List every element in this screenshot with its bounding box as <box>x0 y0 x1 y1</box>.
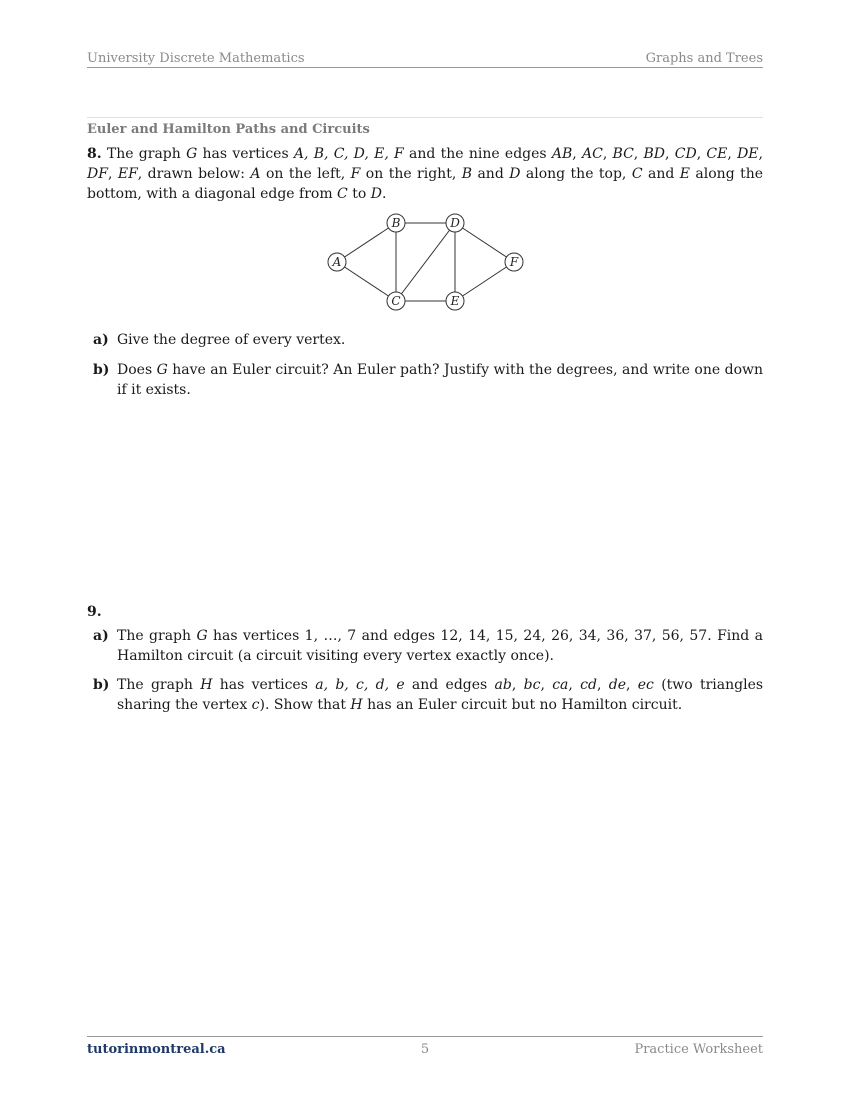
header-rule <box>87 67 763 68</box>
question-8-part-b <box>87 360 763 400</box>
part-text: Give the degree of every vertex. <box>117 332 346 348</box>
edge-DF <box>455 223 514 262</box>
vertex-label-C: C <box>391 294 401 308</box>
part-text: The graph G has vertices 1, …, 7 and edges 12, 14, 15, 24, 26, 34, 36, 37, 56, 57. Find a Hamilton circuit (a circuit visiting every vertex exactly once). <box>117 628 763 664</box>
section-rule <box>87 117 763 118</box>
part-label: a) <box>93 332 109 348</box>
footer-page-number: 5 <box>420 1042 430 1057</box>
header-course-title: University Discrete Mathematics <box>87 51 305 66</box>
graph-g-figure <box>320 208 530 318</box>
vertex-label-E: E <box>450 294 460 308</box>
part-text: Does G have an Euler circuit? An Euler path? Justify with the degrees, and write one down if it exists. <box>117 362 763 398</box>
part-text: The graph H has vertices a, b, c, d, e and edges ab, bc, ca, cd, de, ec (two triangles sharing the vertex c). Show that H has an Euler circuit but no Hamilton circuit. <box>117 677 764 713</box>
part-label: b) <box>93 362 110 378</box>
footer-document-title: Practice Worksheet <box>634 1042 763 1057</box>
edge-CD <box>396 223 455 301</box>
vertex-label-F: F <box>509 255 519 269</box>
edge-EF <box>455 262 514 301</box>
vertex-label-D: D <box>450 216 460 230</box>
section-title: Euler and Hamilton Paths and Circuits <box>87 122 370 137</box>
footer-website-link[interactable]: tutorinmontreal.ca <box>87 1042 226 1057</box>
question-9-number: 9. <box>87 604 102 620</box>
header-chapter-title: Graphs and Trees <box>645 51 763 66</box>
question-8-statement: 8. The graph G has vertices A, B, C, D, E, F and the nine edges AB, AC, BC, BD, CD, CE, DE, DF, EF, drawn below: A on the left, F on the right, B and D along the top, C and E along the bottom, with a diagonal edge from C to D. <box>87 146 764 202</box>
footer-rule <box>87 1036 763 1037</box>
question-8-part-a <box>87 330 763 350</box>
part-label: b) <box>93 677 110 693</box>
question-9-part-b <box>87 675 763 715</box>
edge-AC <box>337 262 396 301</box>
vertex-label-B: B <box>391 216 401 230</box>
part-label: a) <box>93 628 109 644</box>
question-9-part-a <box>87 626 763 666</box>
question-8-number: 8. <box>87 146 102 162</box>
graph-edges <box>337 223 514 301</box>
edge-AB <box>337 223 396 262</box>
vertex-label-A: A <box>332 255 342 269</box>
